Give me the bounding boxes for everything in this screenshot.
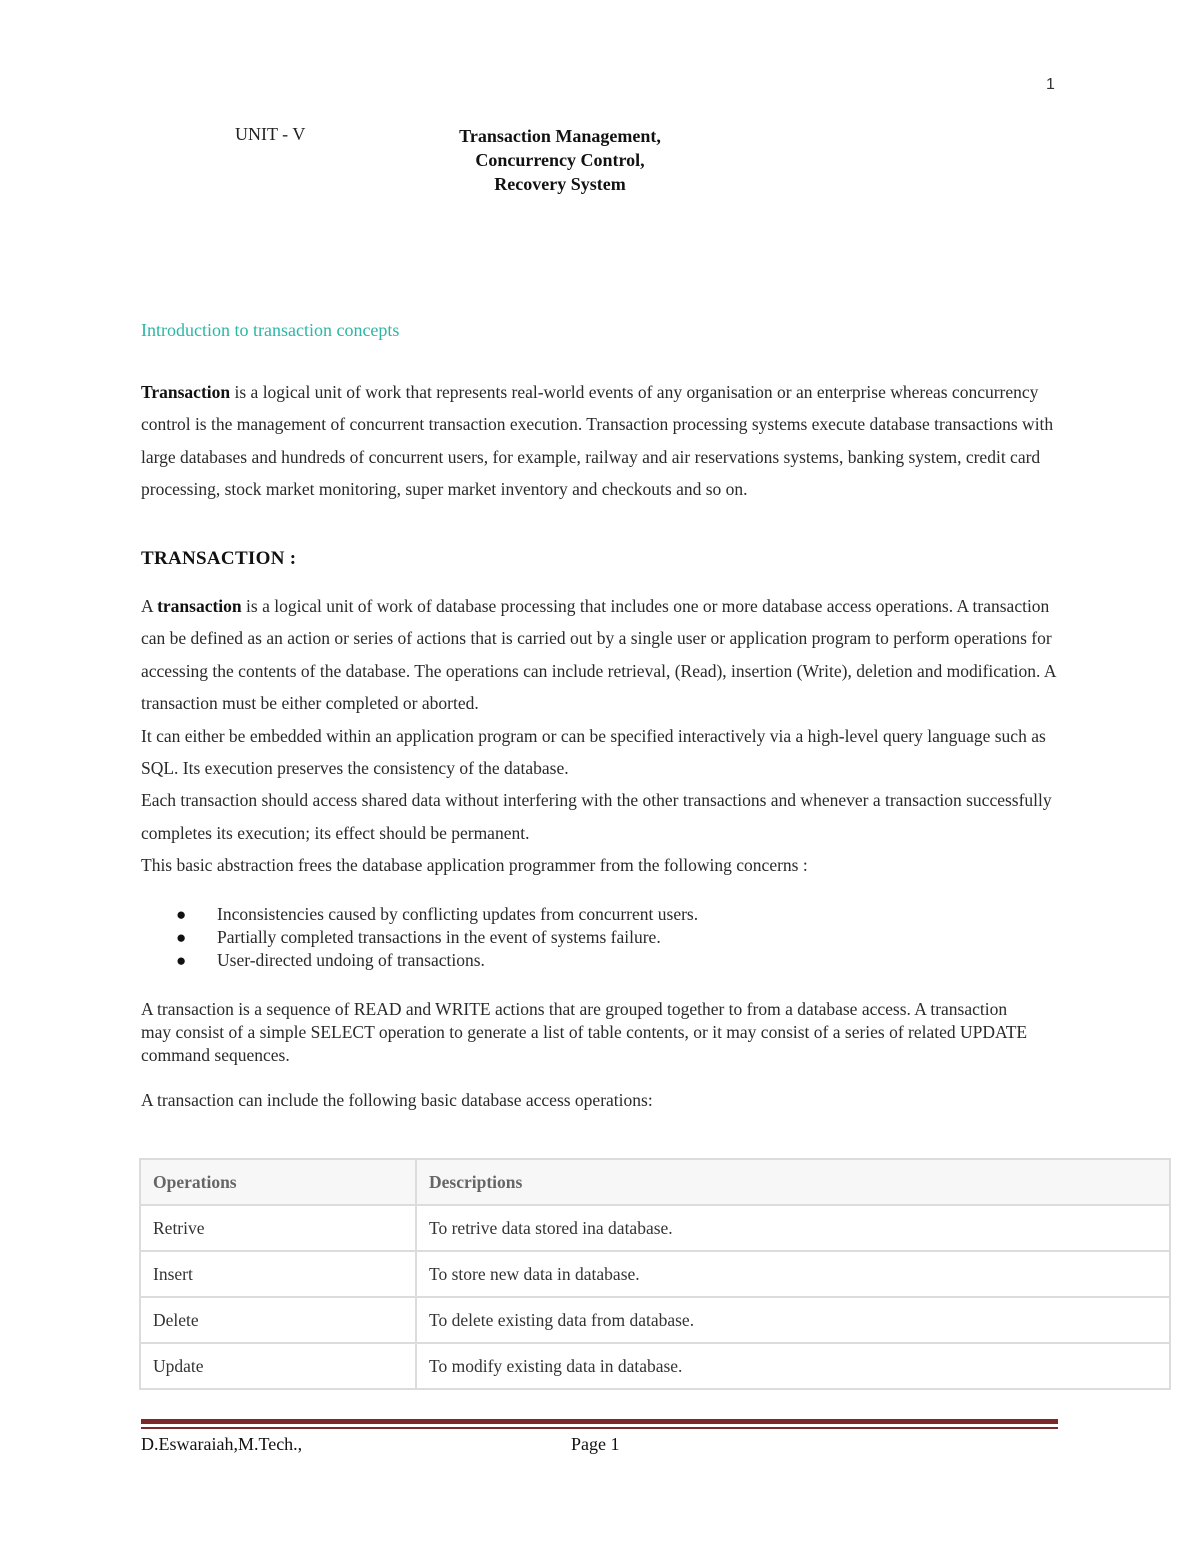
table-cell-operation: Delete <box>140 1297 416 1343</box>
definition-text-4: This basic abstraction frees the database application programmer from the following concerns : <box>141 855 808 876</box>
table-cell-operation: Update <box>140 1343 416 1389</box>
definition-text-2: It can either be embedded within an application program or can be specified interactively via a high-level query language such as SQL. Its execution preserves the consistency of the database. <box>141 725 1046 779</box>
title-line-2: Concurrency Control, <box>475 150 645 170</box>
definition-prefix: A <box>141 596 158 616</box>
bullet-icon: ● <box>176 905 187 924</box>
intro-text: is a logical unit of work that represents real-world events of any organisation or an enterprise whereas concurrency control is the management of concurrent transaction execution. Transaction processing systems execute database transactions with large databases and hundreds of concurrent users, for example, railway and air reservations systems, banking system, credit card processing, stock market monitoring, super market inventory and checkouts and so on. <box>141 382 1054 500</box>
list-item <box>141 949 698 972</box>
table-row <box>140 1297 1170 1343</box>
definition-text-3: Each transaction should access shared data without interfering with the other transactions and whenever a transaction successfully completes its execution; its effect should be permanent. <box>141 790 1052 843</box>
definition-paragraph <box>141 590 1061 882</box>
header-descriptions: Descriptions <box>416 1159 1170 1205</box>
list-item <box>141 926 698 949</box>
bullet-icon: ● <box>176 928 187 947</box>
table-cell-description: To modify existing data in database. <box>416 1343 1170 1389</box>
table-row <box>140 1343 1170 1389</box>
title-line-3: Recovery System <box>494 174 626 194</box>
definition-bold-term: transaction <box>157 596 242 616</box>
table-cell-operation: Retrive <box>140 1205 416 1251</box>
list-item <box>141 903 698 926</box>
footer-author: D.Eswaraiah,M.Tech., <box>141 1434 303 1454</box>
table-cell-description: To delete existing data from database. <box>416 1297 1170 1343</box>
definition-text-1: is a logical unit of work of database processing that includes one or more database access operations. A transaction can be defined as an action or series of actions that is carried out by a single user or application program to perform operations for accessing the contents of the database. The operations can include retrieval, (Read), insertion (Write), deletion and modification. A transaction must be either completed or aborted. <box>141 596 1056 714</box>
footer-rule-thick <box>141 1419 1058 1424</box>
header-operations: Operations <box>140 1159 416 1205</box>
table-cell-description: To retrive data stored ina database. <box>416 1205 1170 1251</box>
page-number: 1 <box>1046 76 1055 93</box>
bullet-icon: ● <box>176 951 187 970</box>
intro-heading: Introduction to transaction concepts <box>141 320 400 340</box>
table-header-row <box>140 1159 1170 1205</box>
table-cell-operation: Insert <box>140 1251 416 1297</box>
operations-intro: A transaction can include the following basic database access operations: <box>141 1090 653 1110</box>
table-row <box>140 1251 1170 1297</box>
concerns-list <box>141 903 698 972</box>
section-heading: TRANSACTION : <box>141 548 297 569</box>
page-title <box>420 124 700 196</box>
list-item-text: Inconsistencies caused by conflicting updates from concurrent users. <box>217 904 699 924</box>
title-line-1: Transaction Management, <box>459 126 661 146</box>
unit-label: UNIT - V <box>235 124 306 144</box>
footer-rule-thin <box>141 1427 1058 1429</box>
intro-paragraph <box>141 376 1061 506</box>
intro-bold-term: Transaction <box>141 382 231 402</box>
definition-line-1 <box>141 590 1061 720</box>
table-row <box>140 1205 1170 1251</box>
list-item-text: User-directed undoing of transactions. <box>217 950 485 970</box>
sequence-paragraph: A transaction is a sequence of READ and WRITE actions that are grouped together to from a database access. A transaction may consist of a simple SELECT operation to generate a list of table contents, or it may consist of a series of related UPDATE command sequences. <box>141 999 1028 1065</box>
table-cell-description: To store new data in database. <box>416 1251 1170 1297</box>
list-item-text: Partially completed transactions in the event of systems failure. <box>217 927 661 947</box>
operations-table <box>139 1158 1171 1390</box>
footer-page-label: Page 1 <box>571 1434 620 1454</box>
